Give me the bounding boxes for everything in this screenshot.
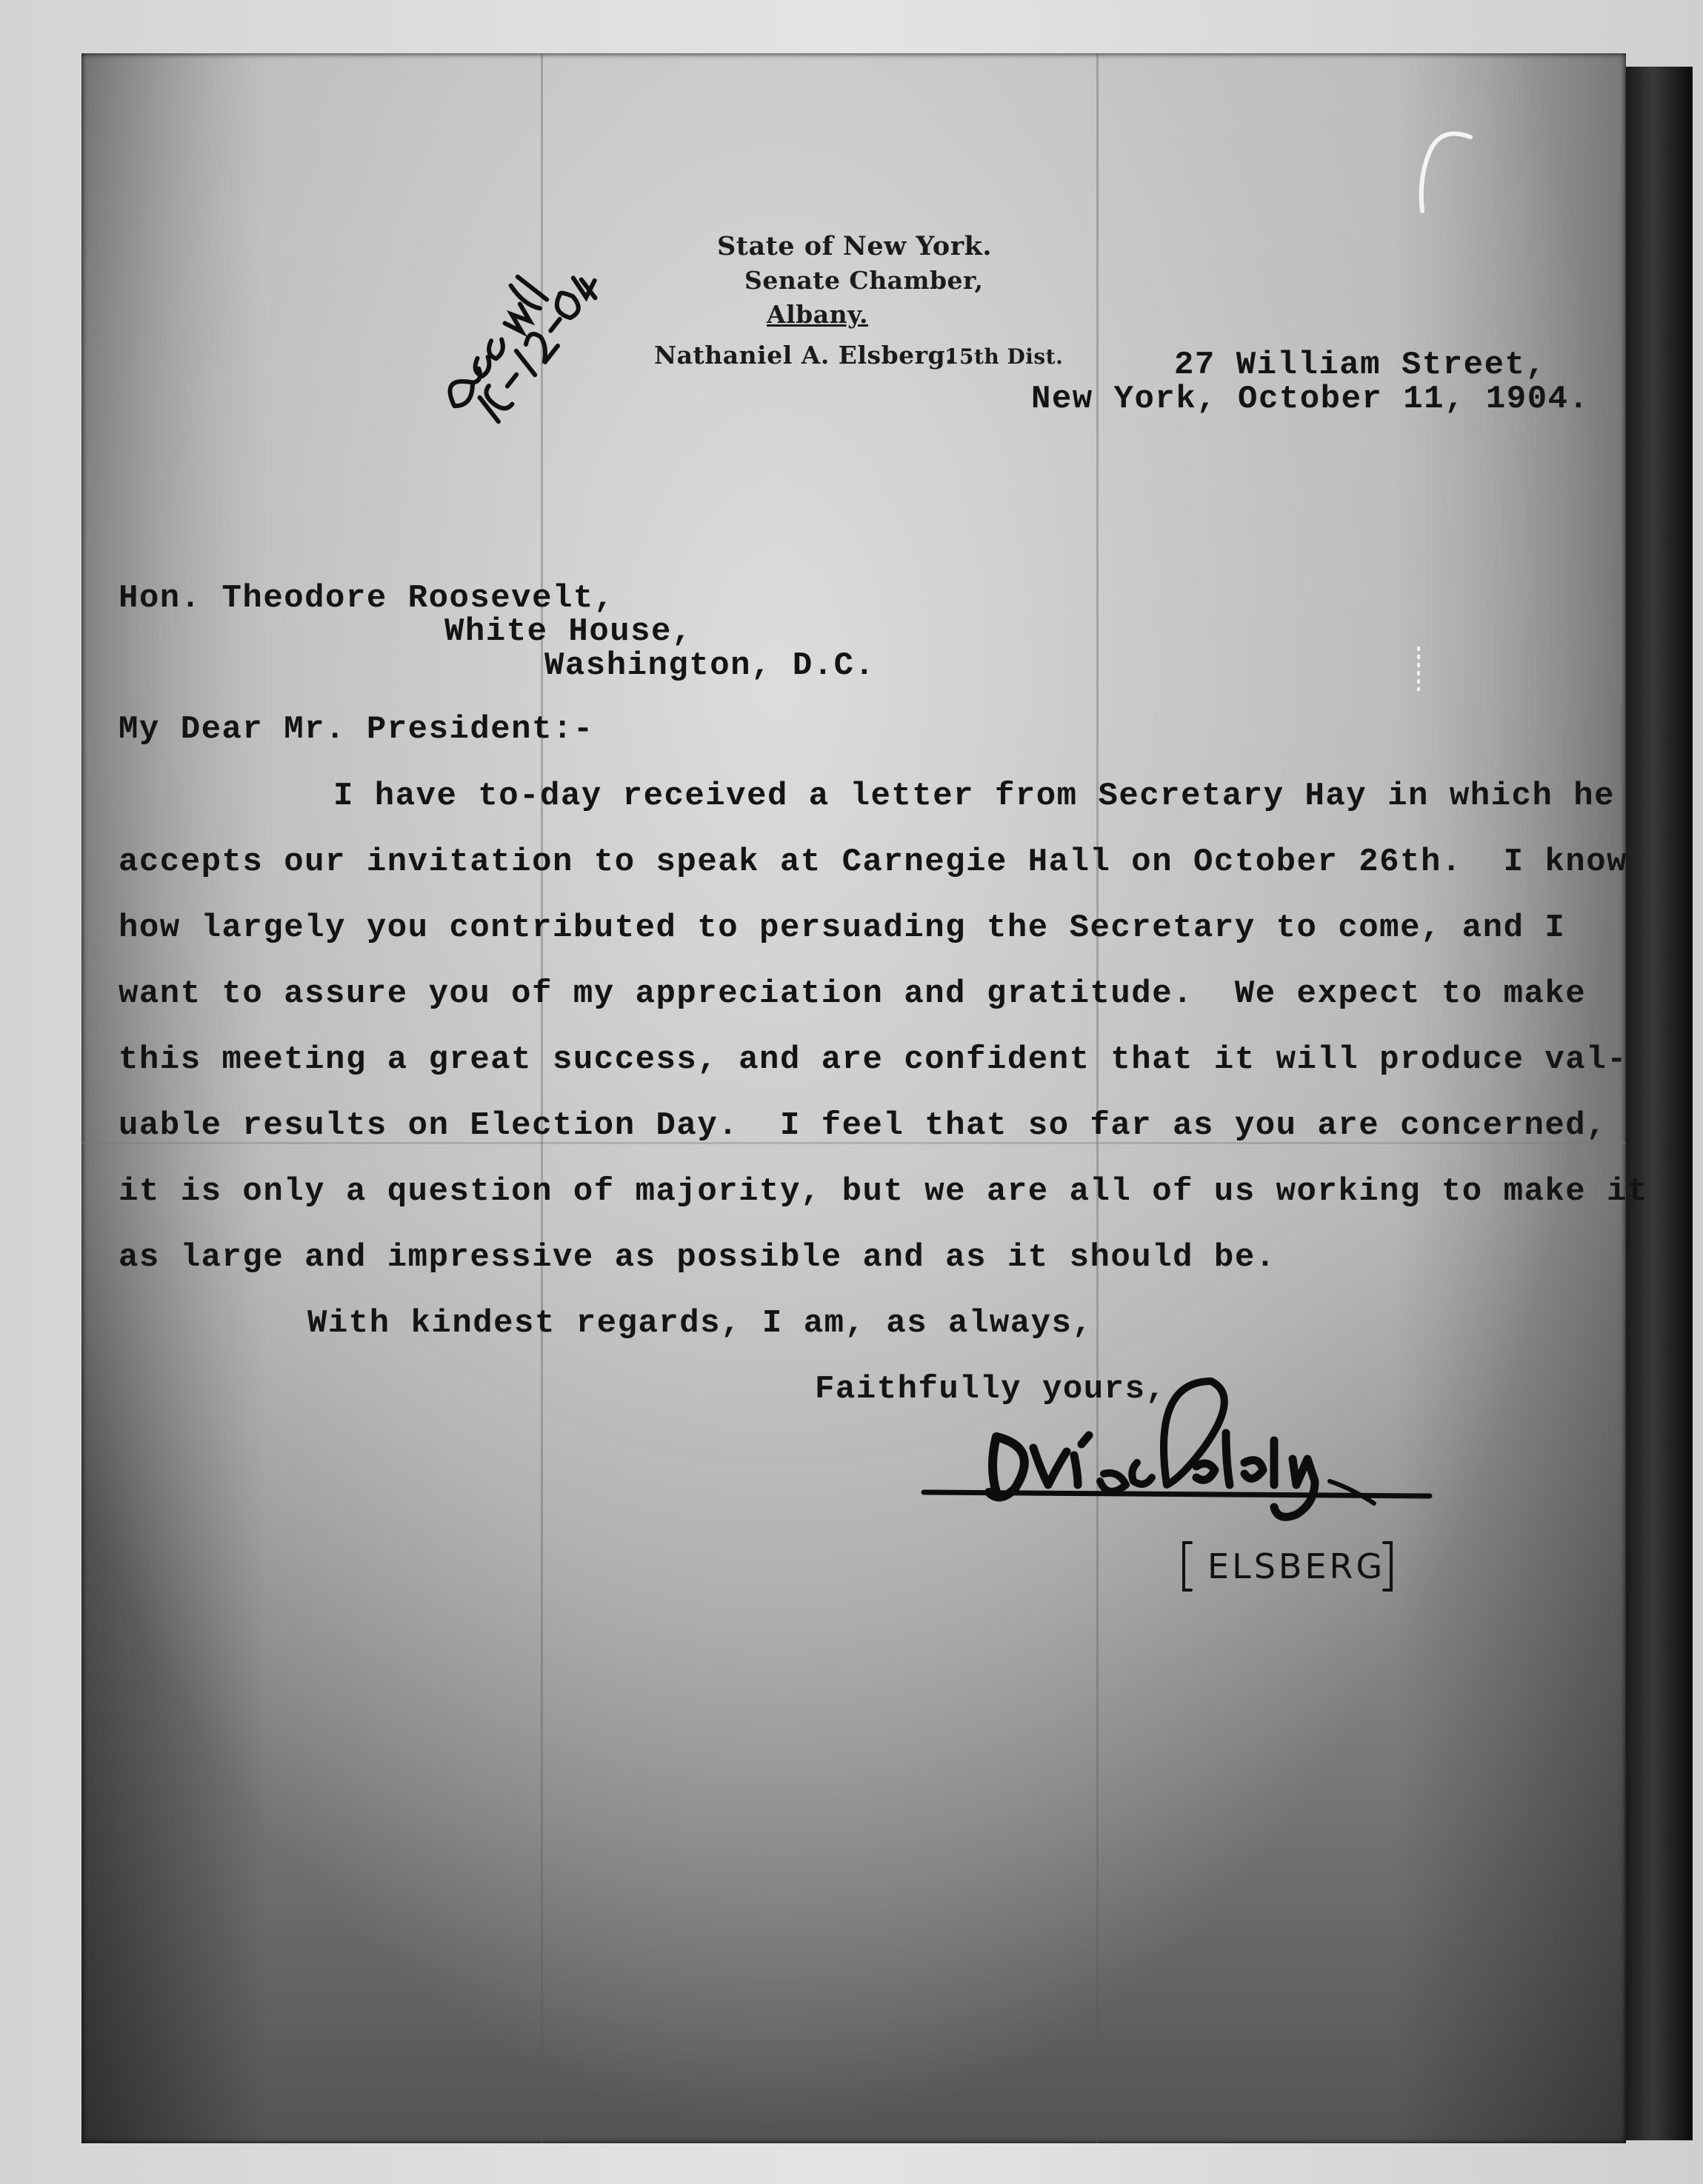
- margin-mark: [1411, 643, 1426, 695]
- body-line: accepts our invitation to speak at Carnegie Hall on October 26th. I know: [119, 844, 1628, 881]
- valediction: Faithfully yours,: [815, 1371, 1167, 1408]
- signature: [915, 1366, 1433, 1529]
- page-shadow: [1626, 67, 1693, 2140]
- address-street: 27 William Street,: [1174, 347, 1547, 384]
- signer-name-text: ELSBERG: [1207, 1546, 1386, 1586]
- body-line: this meeting a great success, and are confident that it will produce val-: [119, 1041, 1628, 1078]
- body-line: uable results on Election Day. I feel that so far as you are concerned,: [119, 1107, 1607, 1144]
- letterhead-city: Albany.: [767, 300, 868, 329]
- body-line: as large and impressive as possible and as it should be.: [119, 1239, 1276, 1276]
- closing: With kindest regards, I am, as always,: [307, 1305, 1093, 1342]
- letterhead-state: State of New York.: [717, 231, 993, 261]
- letterhead-senator: Nathaniel A. Elsberg.: [654, 341, 955, 370]
- address-city-date: New York, October 11, 1904.: [1031, 381, 1590, 418]
- recipient-name: Hon. Theodore Roosevelt,: [119, 580, 615, 617]
- body-line: how largely you contributed to persuading the Secretary to come, and I: [119, 909, 1566, 946]
- body-line: I have to-day received a letter from Secretary Hay in which he: [333, 778, 1616, 815]
- handwritten-received-note: [404, 244, 648, 444]
- corner-mark: [1407, 126, 1474, 215]
- signer-name-label: [1178, 1537, 1400, 1596]
- body-line: it is only a question of majority, but we are all of us working to make it: [119, 1173, 1648, 1210]
- letterhead-chamber: Senate Chamber,: [744, 266, 984, 295]
- fold-line: [1096, 53, 1099, 2143]
- recipient-city: Washington, D.C.: [544, 647, 876, 684]
- recipient-building: White House,: [444, 613, 693, 650]
- letterhead-district: 15th Dist.: [944, 344, 1064, 369]
- salutation: My Dear Mr. President:-: [119, 711, 594, 748]
- body-line: want to assure you of my appreciation and gratitude. We expect to make: [119, 975, 1587, 1012]
